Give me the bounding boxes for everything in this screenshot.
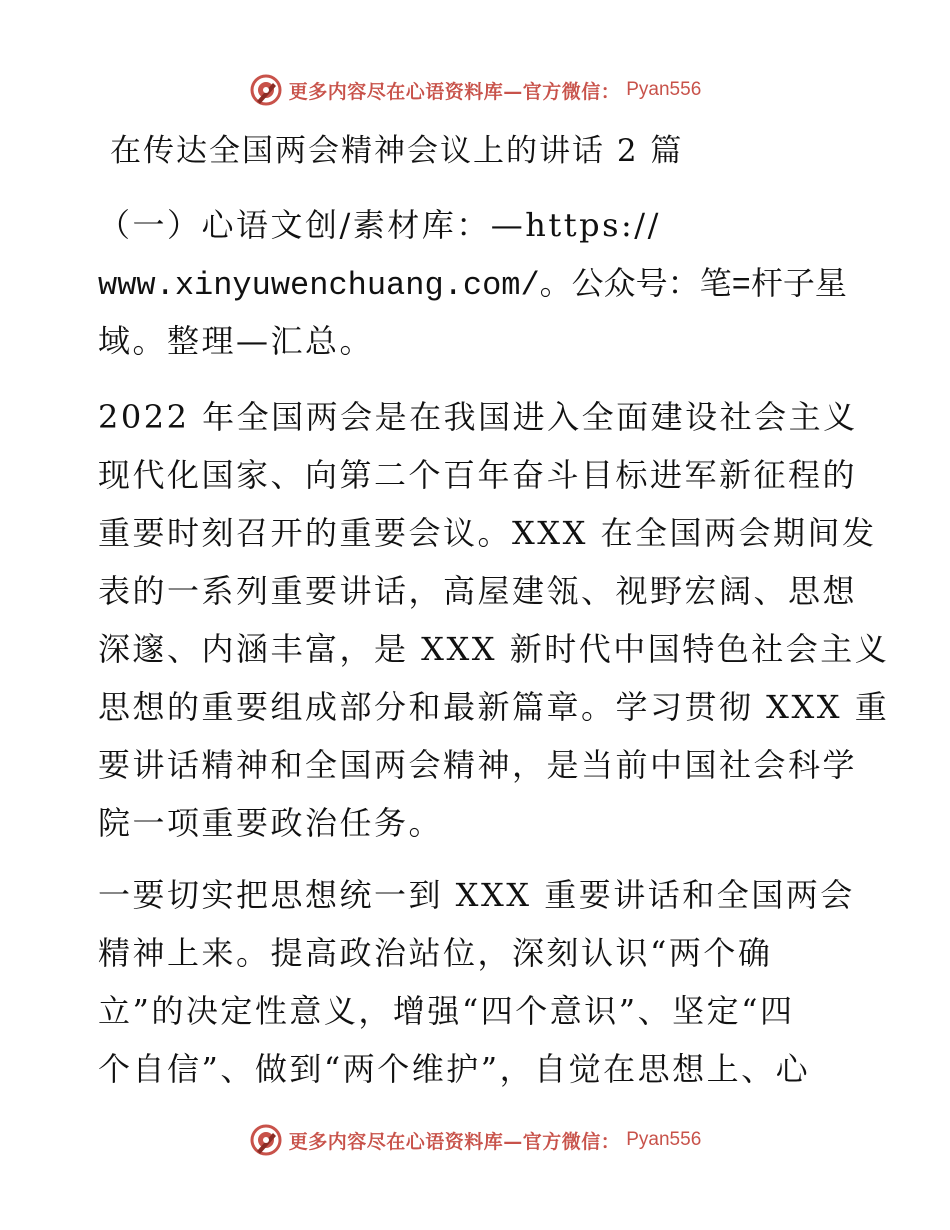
banner-text: 更多内容尽在心语资料库—官方微信： bbox=[288, 1130, 621, 1153]
pen-logo-icon bbox=[249, 73, 283, 107]
body-line: 要讲话精神和全国两会精神，是当前中国社会科学 bbox=[98, 746, 858, 784]
body-line: （一）心语文创/素材库：—https:// bbox=[98, 206, 661, 244]
body-line: 一要切实把思想统一到 XXX 重要讲话和全国两会 bbox=[98, 876, 855, 914]
body-line: 2022 年全国两会是在我国进入全面建设社会主义 bbox=[98, 398, 858, 436]
banner-wechat-id: Pyan556 bbox=[626, 1129, 702, 1150]
body-line: 精神上来。提高政治站位，深刻认识“两个确 bbox=[98, 934, 773, 972]
pen-logo-icon bbox=[249, 1123, 283, 1157]
document-title: 在传达全国两会精神会议上的讲话 2 篇 bbox=[110, 133, 684, 169]
header-banner bbox=[0, 70, 950, 110]
body-line: 表的一系列重要讲话，高屋建瓴、视野宏阔、思想 bbox=[98, 572, 858, 610]
body-line: 域。整理—汇总。 bbox=[98, 322, 375, 360]
body-line: 个自信”、做到“两个维护”，自觉在思想上、心 bbox=[98, 1050, 811, 1088]
body-line: 立”的决定性意义，增强“四个意识”、坚定“四 bbox=[98, 992, 795, 1030]
body-line: 现代化国家、向第二个百年奋斗目标进军新征程的 bbox=[98, 456, 858, 494]
body-line: 院一项重要政治任务。 bbox=[98, 804, 444, 842]
body-line: 深邃、内涵丰富，是 XXX 新时代中国特色社会主义 bbox=[98, 630, 890, 668]
body-line: 思想的重要组成部分和最新篇章。学习贯彻 XXX 重 bbox=[98, 688, 890, 726]
body-line: 重要时刻召开的重要会议。XXX 在全国两会期间发 bbox=[98, 514, 877, 552]
footer-banner bbox=[0, 1120, 950, 1160]
banner-text: 更多内容尽在心语资料库—官方微信： bbox=[288, 80, 621, 103]
body-line: www.xinyuwenchuang.com/。公众号：笔=杆子星 bbox=[98, 267, 847, 304]
banner-wechat-id: Pyan556 bbox=[626, 79, 702, 100]
